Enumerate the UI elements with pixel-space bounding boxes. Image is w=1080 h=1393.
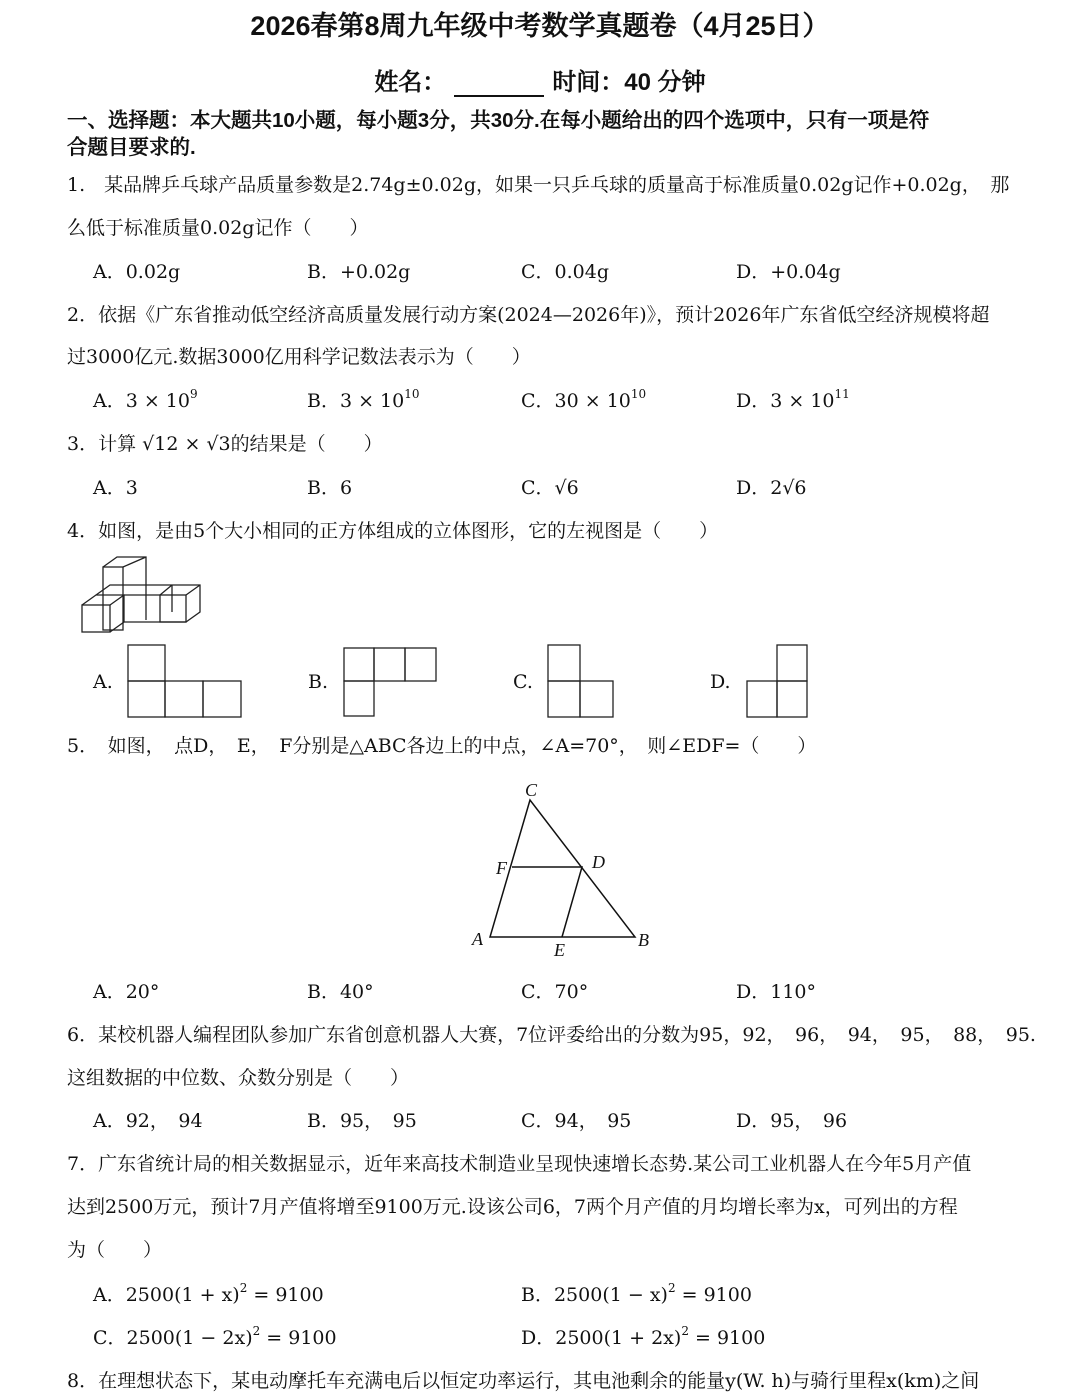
option-text: A．2500(1 + x): [93, 1284, 240, 1306]
q1-option-c[interactable]: C．0.04g: [521, 261, 610, 283]
q1-option-d[interactable]: D．+0.04g: [736, 261, 841, 283]
q6-option-c[interactable]: C．94， 95: [521, 1110, 632, 1132]
option-text: A．3 × 10: [93, 390, 190, 412]
section-heading: 一、选择题：本大题共10小题，每小题3分，共30分.在每小题给出的四个选项中，只有一项是符: [67, 109, 930, 132]
name-label: 姓名：: [374, 69, 447, 96]
exponent: 10: [404, 387, 420, 401]
q8-text: 8．在理想状态下，某电动摩托车充满电后以恒定功率运行，其电池剩余的能量y(W. h)与骑行里程x(km)之间: [67, 1370, 980, 1392]
option-text: = 9100: [260, 1327, 337, 1349]
q4-option-b[interactable]: B.: [308, 671, 329, 693]
exponent: 9: [190, 387, 198, 401]
q2-option-b[interactable]: [307, 389, 420, 413]
q1-option-b[interactable]: B．+0.02g: [307, 261, 411, 283]
option-text: D．3 × 10: [736, 390, 835, 412]
label-f: F: [496, 858, 507, 878]
option-text: = 9100: [688, 1327, 766, 1349]
q3-option-b[interactable]: B．6: [307, 477, 353, 499]
q7-option-b[interactable]: [521, 1283, 752, 1307]
exponent: 2: [667, 1281, 676, 1295]
q6-option-b[interactable]: B．95， 95: [307, 1110, 417, 1132]
q6-option-d[interactable]: D．95， 96: [736, 1110, 848, 1132]
q6-text-cont: 这组数据的中位数、众数分别是（ ）: [67, 1067, 410, 1089]
q6-text: 6．某校机器人编程团队参加广东省创意机器人大赛，7位评委给出的分数为95，92， 96， 94， 95， 88， 95.: [67, 1024, 1036, 1046]
option-d-view: [747, 645, 807, 717]
q2-option-c[interactable]: [521, 389, 646, 413]
q4-option-d[interactable]: D.: [710, 671, 731, 693]
option-text: C．2500(1 − 2x): [93, 1327, 253, 1349]
q1-text-cont: 么低于标准质量0.02g记作（ ）: [67, 217, 369, 239]
q2-option-d[interactable]: [736, 389, 850, 413]
q4-option-c[interactable]: C.: [513, 671, 533, 693]
label-c: C: [525, 780, 538, 800]
q3-option-a[interactable]: A．3: [93, 477, 138, 499]
q2-option-a[interactable]: [93, 389, 198, 413]
q6-option-a[interactable]: A．92， 94: [93, 1110, 203, 1132]
q7-option-d[interactable]: [521, 1326, 765, 1350]
option-text: = 9100: [675, 1284, 752, 1306]
q2-text: 2．依据《广东省推动低空经济高质量发展行动方案(2024—2026年)》，预计2026年广东省低空经济规模将超: [67, 304, 990, 326]
option-text: D．2500(1 + 2x): [521, 1327, 682, 1349]
option-b-view: [344, 648, 436, 716]
label-a: A: [472, 929, 483, 949]
exponent: 10: [630, 387, 647, 401]
q1-text: 1. 某品牌乒乓球产品质量参数是2.74g±0.02g，如果一只乒乓球的质量高于标准质量0.02g记作+0.02g， 那: [67, 174, 1010, 196]
option-c-view: [548, 645, 613, 717]
option-text: B．3 × 10: [307, 390, 405, 412]
q7-text: 7．广东省统计局的相关数据显示，近年来高技术制造业呈现快速增长态势.某公司工业机器人在今年5月产值: [67, 1153, 972, 1175]
exponent: 11: [834, 387, 850, 401]
q5-option-a[interactable]: A．20°: [93, 981, 160, 1003]
exponent: 2: [681, 1324, 689, 1338]
exponent: 2: [252, 1324, 261, 1338]
q3-option-c[interactable]: C．√6: [521, 477, 579, 499]
q5-text: 5． 如图， 点D， E， F分别是△ABC各边上的中点，∠A=70°， 则∠EDF=（ ）: [67, 735, 817, 757]
label-e: E: [554, 940, 565, 960]
q2-text-cont: 过3000亿元.数据3000亿用科学记数法表示为（ ）: [67, 346, 531, 368]
q3-option-d[interactable]: D．2√6: [736, 477, 807, 499]
q4-option-a[interactable]: A.: [93, 671, 113, 693]
exam-header: [0, 62, 1080, 97]
option-a-view: [128, 645, 241, 717]
exponent: 2: [239, 1281, 248, 1295]
label-d: D: [592, 852, 605, 872]
name-blank[interactable]: [454, 73, 544, 97]
option-text: C．30 × 10: [521, 390, 631, 412]
q1-option-a[interactable]: A．0.02g: [93, 261, 181, 283]
option-text: = 9100: [247, 1284, 324, 1306]
q5-option-c[interactable]: C．70°: [521, 981, 589, 1003]
q5-option-b[interactable]: B．40°: [307, 981, 374, 1003]
label-b: B: [638, 930, 649, 950]
q5-option-d[interactable]: D．110°: [736, 981, 816, 1003]
q3-text: 3．计算 √12 × √3的结果是（ ）: [67, 433, 383, 455]
section-heading-cont: 合题目要求的.: [67, 136, 196, 159]
q7-option-c[interactable]: [93, 1326, 337, 1350]
time-label: 时间：40 分钟: [552, 69, 706, 96]
q7-text-cont2: 为（ ）: [67, 1239, 163, 1261]
q7-option-a[interactable]: [93, 1283, 324, 1307]
option-text: B．2500(1 − x): [521, 1284, 668, 1306]
triangle-figure: [490, 800, 635, 937]
cube-figure: [82, 557, 200, 632]
page-title: 2026春第8周九年级中考数学真题卷（4月25日）: [250, 11, 830, 41]
q4-text: 4．如图，是由5个大小相同的正方体组成的立体图形，它的左视图是（ ）: [67, 520, 719, 542]
q7-text-cont: 达到2500万元，预计7月产值将增至9100万元.设该公司6，7两个月产值的月均增长率为x，可列出的方程: [67, 1196, 958, 1218]
